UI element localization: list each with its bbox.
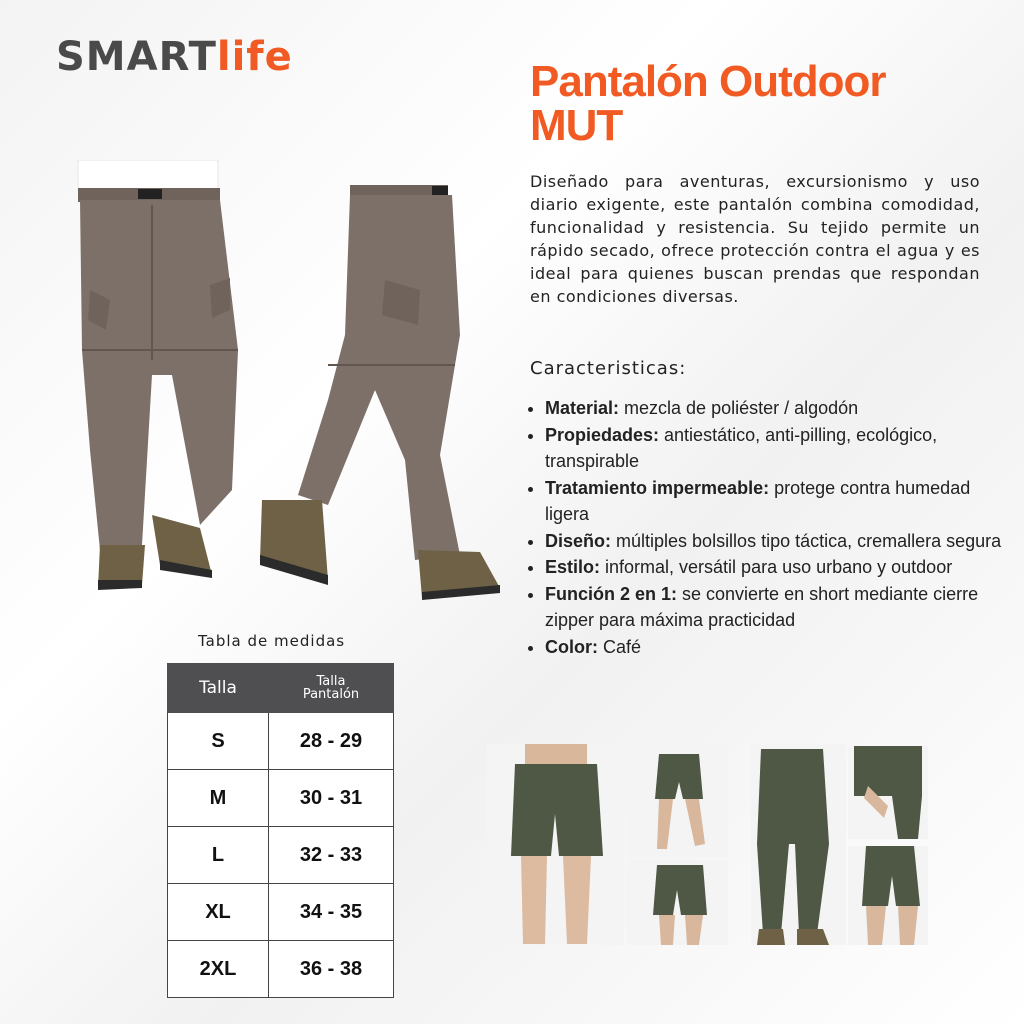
- product-title: [530, 57, 1000, 150]
- feature-text: antiestático, anti-pilling, ecológico, transpirable: [545, 424, 938, 471]
- gallery-photo-shorts-detail: [848, 846, 928, 945]
- feature-text: Café: [598, 636, 642, 657]
- zipper-detail-icon: [848, 746, 928, 839]
- brand-logo-smart: SMART: [56, 34, 217, 80]
- feature-label: Material:: [545, 398, 620, 418]
- waist-cell: 28 - 29: [269, 713, 394, 770]
- feature-text: informal, versátil para uso urbano y outdoor: [600, 557, 953, 577]
- feature-item: [545, 528, 1015, 555]
- gallery-photo-shorts-walk: [627, 744, 728, 857]
- feature-text: múltiples bolsillos tipo táctica, cremallera segura: [611, 530, 1002, 551]
- brand-logo: [56, 34, 293, 80]
- header-talla-word: Talla: [316, 674, 346, 689]
- product-title-line2: MUT: [530, 101, 623, 150]
- product-main-image: [60, 160, 510, 610]
- feature-text: se convierte en short mediante cierre zipper para máxima practicidad: [545, 583, 979, 630]
- header-talla-pantalon: [269, 664, 394, 713]
- table-row: [168, 770, 394, 827]
- shorts-side-icon: [627, 860, 728, 945]
- table-row: [168, 713, 394, 770]
- pants-side-figure: [260, 185, 500, 600]
- feature-label: Diseño:: [545, 530, 612, 551]
- feature-label: Color:: [545, 636, 598, 657]
- waist-cell: 34 - 35: [269, 884, 394, 941]
- feature-text: mezcla de poliéster / algodón: [619, 398, 859, 418]
- product-description: Diseñado para aventuras, excursionismo y uso diario exigente, este pantalón combina comodidad, funcionalidad y resistencia. Su tejido permite un rápido secado, ofrece protección contra el agua y es ideal para quienes buscan prendas que respondan en condiciones diversas.: [530, 172, 980, 306]
- shorts-front-icon: [487, 744, 624, 945]
- pants-front-figure: [78, 160, 238, 590]
- size-cell: S: [168, 713, 269, 770]
- feature-label: Estilo:: [545, 557, 601, 577]
- size-cell: L: [168, 827, 269, 884]
- feature-label: Propiedades:: [545, 424, 660, 445]
- waist-cell: 30 - 31: [269, 770, 394, 827]
- table-row: [168, 827, 394, 884]
- table-row: [168, 884, 394, 941]
- size-table-header: [168, 664, 394, 713]
- size-table-title: Tabla de medidas: [198, 632, 346, 650]
- size-table: [167, 663, 394, 998]
- waist-cell: 32 - 33: [269, 827, 394, 884]
- size-cell: M: [168, 770, 269, 827]
- feature-label: Función 2 en 1:: [545, 583, 678, 604]
- gallery-photo-pants-olive: [751, 744, 846, 945]
- feature-item: [545, 634, 1015, 661]
- brand-logo-life: life: [216, 34, 293, 80]
- feature-item: [545, 475, 1015, 528]
- header-talla: Talla: [168, 664, 269, 713]
- feature-text: protege contra humedad ligera: [545, 477, 971, 524]
- shorts-walk-icon: [627, 744, 728, 857]
- features-list: [525, 395, 1015, 660]
- gallery-photo-shorts-side: [627, 860, 728, 945]
- gallery-photo-shorts-front: [487, 744, 624, 945]
- waist-cell: 36 - 38: [269, 941, 394, 998]
- shorts-detail-icon: [848, 846, 928, 945]
- feature-item: [545, 554, 1015, 581]
- table-row: [168, 941, 394, 998]
- feature-item: [545, 581, 1015, 634]
- features-heading: Caracteristicas:: [530, 358, 687, 379]
- product-title-line1: Pantalón Outdoor: [530, 57, 886, 106]
- header-pantalon-word: Pantalón: [302, 687, 360, 702]
- size-cell: XL: [168, 884, 269, 941]
- feature-item: [545, 422, 1015, 475]
- feature-label: Tratamiento impermeable:: [545, 477, 770, 498]
- feature-item: [545, 395, 1015, 422]
- gallery-photo-zipper-detail: [848, 746, 928, 839]
- pants-olive-icon: [751, 744, 846, 945]
- size-cell: 2XL: [168, 941, 269, 998]
